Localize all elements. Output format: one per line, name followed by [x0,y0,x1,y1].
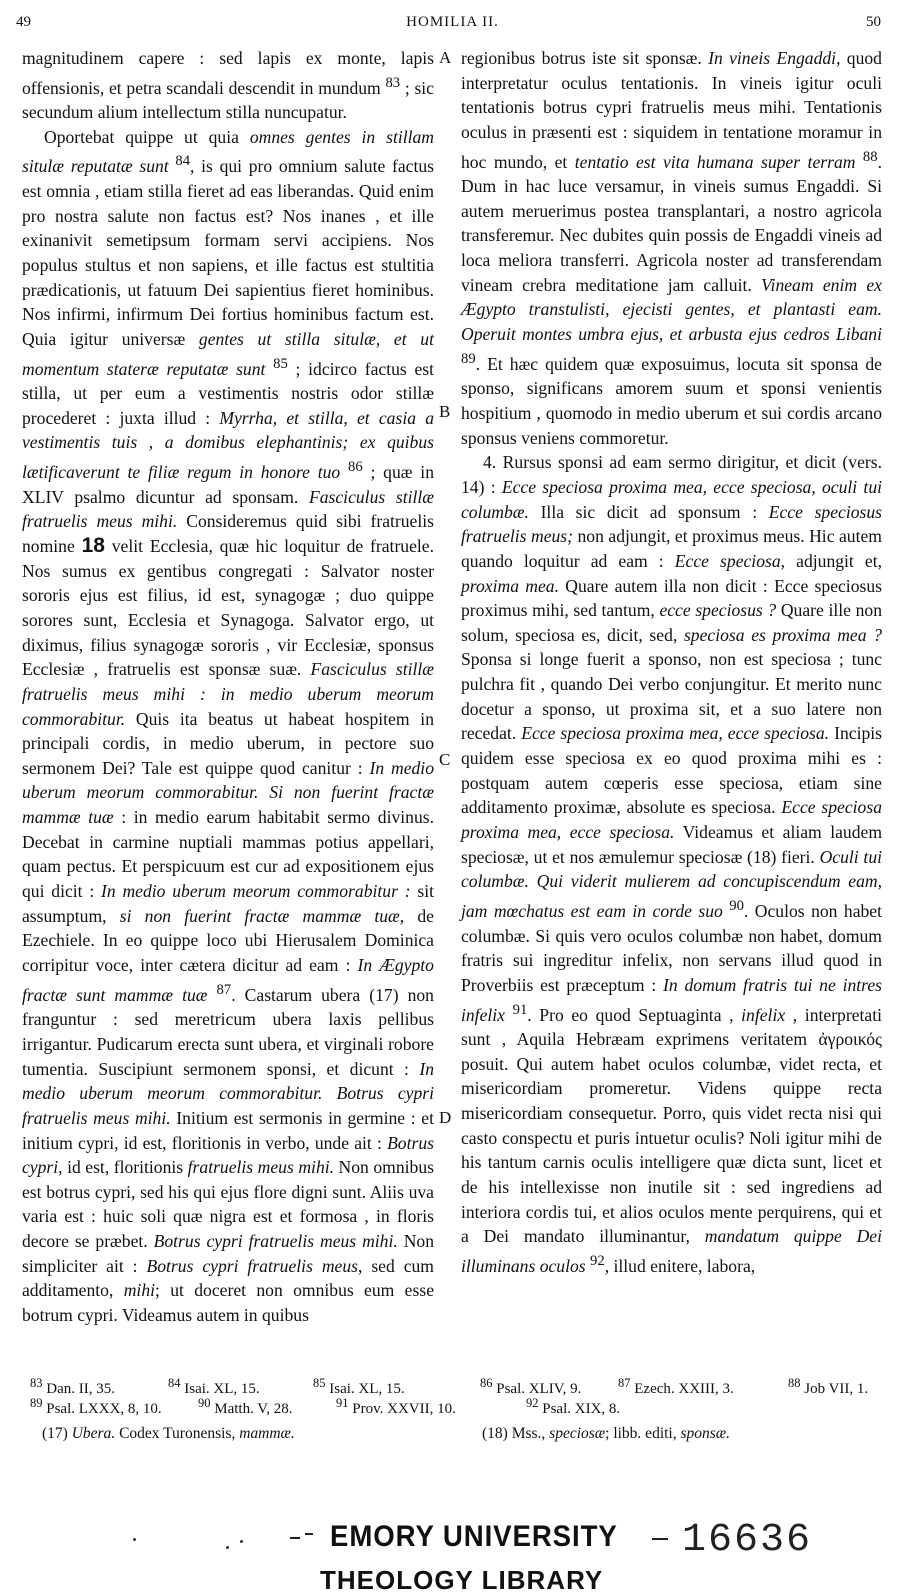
right-paragraph: regionibus botrus iste sit sponsæ. In vineis Engaddi, quod interpretatur oculus tentationis. In vineis igitur oculi tentationis botrus cypri fratruelis meus mihi. Tentationis oculus in præsenti est : siquidem in tentatione moramur in hoc mundo, et tentatio est vita humana super terram $^{88}$. Dum in hac luce versamur, in vineis sumus Engaddi. Si autem meruerimus postea transplantari, a nostro agricola transferemur. Nec dubites quin possis de Engaddi vineis ad loca meliora transferri. Agricola noster ad transferendam vineam crebra meditatione jam calluit. Vineam enim ex Ægypto transtulisti, ejecisti gentes, et plantasti eam. Operuit montes umbra ejus, et arbusta ejus cedros Libani $^{89}$. Et hæc quidem quæ exposuimus, locuta sit sponsa de sponso, significans amorem suum et sponsi venientis hospitium , quomodo in medio uberum et sui cordis arcano sponsus veniens commoretur. [461,48,882,448]
running-header [8,14,897,36]
footnote-ref: $^{87}$ Ezech. XXIII, 3. [618,1376,734,1397]
left-column [22,46,434,1328]
footnote-ref: $^{85}$ Isai. XL, 15. [313,1376,405,1397]
footnote-ref: $^{86}$ Psal. XLIV, 9. [480,1376,582,1397]
right-page-number: 50 [866,14,881,30]
stamp-mark [305,1533,313,1535]
ink-speck [133,1538,136,1541]
editor-note-17: (17) Ubera. Codex Turonensis, mammæ. [42,1425,295,1442]
stamp-dash [652,1538,668,1540]
left-paragraph: magnitudinem capere : sed lapis ex monte, lapis offensionis, et petra scandali descendit in mundum $^{83}$ ; sic secundum alium intellectum stilla nuncupatur. [22,48,434,123]
footnote-ref: $^{89}$ Psal. LXXX, 8, 10. [30,1396,162,1417]
left-paragraph: Oportebat quippe ut quia omnes gentes in stillam situlæ reputatæ sunt $^{84}$, is qui pro omnium salute factus est omnia , etiam stilla fieret ad eas liberandas. Quid enim pro nostra salute non factus est? Nos inanes , et ille exinanivit semetipsum formam servi accipiens. Nos populus stultus et non sapiens, et ille factus est stultitia prædicationis, ut fatuum Dei sapientius fieret hominibus. Nos infirmi, infirmum Dei fortius hominibus factum est. Quia igitur universæ gentes ut stilla situlæ, et ut momentum stateræ reputatæ sunt $^{85}$ ; idcirco factus est stilla, ut per eum a vestimentis nostris odor stillæ procederet : juxta illud : Myrrha, et stilla, et casia a vestimentis tuis , a domibus elephantinis; ex quibus lætificaverunt te filiæ regum in honore tuo $^{86}$ ; quæ in XLIV psalmo dicuntur ad sponsam. Fasciculus stillæ fratruelis meus mihi. Consideremus quid sibi fratruelis nomine 18 velit Ecclesia, quæ hic loquitur de fratruele. Nos sumus ex gentibus congregati : Salvator noster sororis ejus est filius, id est, synagogæ ; duo quippe sorores sunt, Ecclesia et Synagoga. Salvator ergo, ut diximus, filius synagogæ sororis , vir Ecclesiæ, sponsus Ecclesiæ , fratruelis est sponsæ suæ. Fasciculus stillæ fratruelis meus mihi : in medio uberum meorum commorabitur. Quis ita beatus ut habeat hospitem in principali cordis, in medio uberum, in pectore suo sermonem Dei? Tale est quippe quod canitur : In medio uberum meorum commorabitur. Si non fuerint fractæ mammæ tuæ : in medio earum habitabit sermo divinus. Decebat in carmine nuptiali mammas potius appellari, quam pectus. Et perspicuum est cur ad expositionem ejus qui dicit : In medio uberum meorum commorabitur : sit assumptum, si non fuerint fractæ mammæ tuæ, de Ezechiele. In eo quippe loco ubi Hierusalem Dominica corripitur voce, inter cætera dicitur ad eam : In Ægypto fractæ sunt mammæ tuæ $^{87}$. Castarum ubera (17) non franguntur : sed meretricum ubera laxis pellibus irrigantur. Pudicarum erecta sunt ubera, et virginali robore tumentia. Suscipiunt sermonem sponsi, et dicunt : In medio uberum meorum commorabitur. Botrus cypri fratruelis meus mihi. Initium est sermonis in germine : et initium cypri, id est, floritionis in verbo, unde ait : Botrus cypri, id est, floritionis fratruelis meus mihi. Non omnibus est botrus cypri, sed his qui ejus flore digni sunt. Aliis uva varia est : huic soli quæ nigra est et formosa , in floris decore se præbet. Botrus cypri fratruelis meus mihi. Non simpliciter ait : Botrus cypri fratruelis meus, sed cum additamento, mihi; ut doceret non omnibus eum esse botrum cypri. Videamus autem in quibus [22,126,435,1326]
margin-letter-a: A [439,48,452,67]
left-page-number: 49 [16,14,31,30]
margin-letter-b: B [439,402,451,421]
accession-number: 16636 [682,1518,813,1563]
stamp-mark [290,1537,300,1539]
margin-letter-c: C [439,750,451,769]
margin-letter-d: D [439,1108,452,1127]
running-title: HOMILIA II. [406,14,499,30]
ink-speck [226,1546,229,1549]
right-paragraph: 4. Rursus sponsi ad eam sermo dirigitur, et dicit (vers. 14) : Ecce speciosa proxima mea, ecce speciosa, oculi tui columbæ. Illa sic dicit ad sponsum : Ecce speciosus fratruelis meus; non adjungit, et proximus meus. Hic autem quando loquitur ad eam : Ecce speciosa, adjungit et, proxima mea. Quare autem illa non dicit : Ecce speciosus proximus mihi, sed tantum, ecce speciosus ? Quare ille non solum, speciosa es, dicit, sed, speciosa es proxima mea ? Sponsa si longe fuerit a sponso, non est speciosa ; tunc pulchra fit , quando Dei verbo conjungitur. Et merito nunc docetur a sponso, ut proxima sit, et a suo latere non recedat. Ecce speciosa proxima mea, ecce speciosa. Incipis quidem esse speciosa ex eo quod proxima mihi es : postquam autem cœperis esse speciosa, etiam sine additamento proximæ, absolute es speciosa. Ecce speciosa proxima mea, ecce speciosa. Videamus et aliam laudem speciosæ, ut et nos æmulemur speciosæ (18) fieri. Oculi tui columbæ. Qui viderit mulierem ad concupiscendum eam, jam mœchatus est eam in corde suo $^{90}$. Oculos non habet columbæ. Si quis vero oculos columbæ non habet, domum fratris sui ingreditur infelix, non servans illud quod in Proverbiis est præceptum : In domum fratris tui ne intres infelix $^{91}$. Pro eo quod Septuaginta , infelix , interpretati sunt , Aquila Hebræam exprimens veritatem ἀγροικός posuit. Qui autem habet oculos columbæ, videt recta, et misericordiam promeretur. Videns quippe recta misericordiam consequetur. Porro, quis videt recta nisi qui casto conspectu et puris intuetur oculis? Noli igitur mihi de his tantum carnis oculis intelligere quæ dicta sunt, licet et de his intellexisse non inutile sit : sed ingrediens ad interiora cordis tui, et alios oculos mente perquirens, qui et a Dei mandato illuminantur, mandatum quippe Dei illuminans oculos $^{92}$, illud enitere, labora, [461,452,883,1276]
editor-note-18: (18) Mss., speciosæ; libb. editi, sponsæ. [482,1425,731,1442]
library-stamp-library: THEOLOGY LIBRARY [320,1565,604,1595]
footnote-ref: $^{83}$ Dan. II, 35. [30,1376,115,1397]
footnote-ref: $^{91}$ Prov. XXVII, 10. [336,1396,456,1417]
ink-speck [240,1540,243,1543]
footnote-ref: $^{84}$ Isai. XL, 15. [168,1376,260,1397]
footnote-ref: $^{88}$ Job VII, 1. [788,1376,869,1397]
right-column [461,46,882,1278]
footnote-ref: $^{90}$ Matth. V, 28. [198,1396,293,1417]
library-stamp-university: EMORY UNIVERSITY [330,1520,618,1553]
footnote-ref: $^{92}$ Psal. XIX, 8. [526,1396,621,1417]
